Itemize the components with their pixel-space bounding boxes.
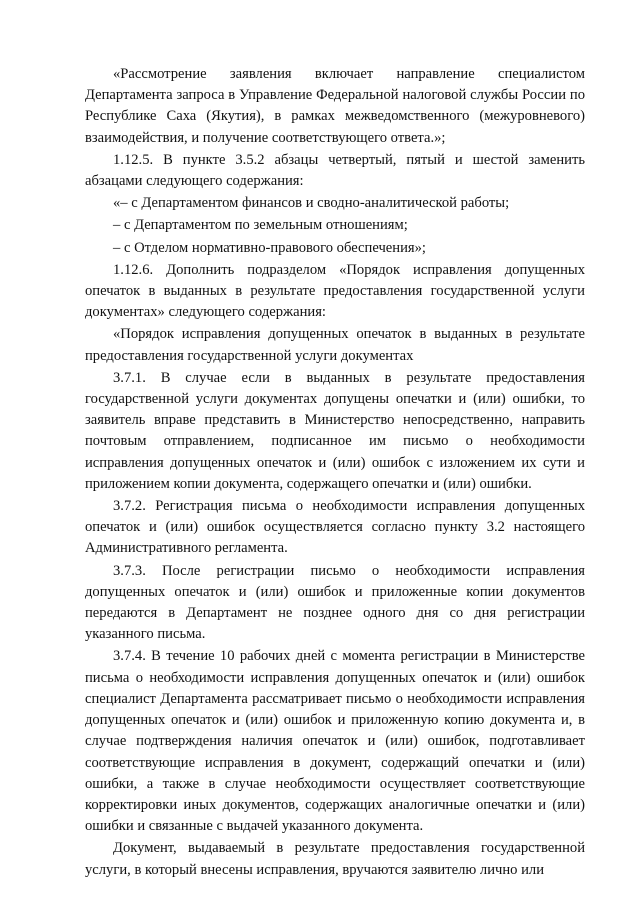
subsection-title: «Порядок исправления допущенных опечаток в выданных в результате предоставления государственной услуги документах	[85, 326, 585, 364]
paragraph-review-application: «Рассмотрение заявления включает направление специалистом Департамента запроса в Управление Федеральной налоговой службы России по Республике Саха (Якутия), в рамках межведомственного (межуровневого) взаимодействия, и получение соответствующего ответа.»;	[85, 66, 585, 146]
document-page	[85, 64, 585, 882]
paragraph-1-12-5: 1.12.5. В пункте 3.5.2 абзацы четвертый, пятый и шестой заменить абзацами следующего содержания:	[85, 151, 585, 190]
list-item-land-department: – с Департаментом по земельным отношениям;	[113, 217, 408, 234]
paragraph-3-7-2: 3.7.2. Регистрация письма о необходимости исправления допущенных опечаток и (или) ошибок осуществляется согласно пункту 3.2 настоящего Административного регламента.	[85, 498, 585, 557]
paragraph-3-7-3: 3.7.3. После регистрации письмо о необходимости исправления допущенных опечаток и (или) ошибок и приложенные копии документов передаются в Департамент не позднее одного дня со дня регистрации указанного письма.	[85, 562, 585, 643]
paragraph-3-7-4: 3.7.4. В течение 10 рабочих дней с момента регистрации в Министерстве письма о необходимости исправления допущенных опечаток и (или) ошибок специалист Департамента рассматривает письмо о необходимости исправления допущенных опечаток и (или) ошибок и приложенную копию документа и, в случае подтверждения наличия опечаток и (или) ошибок, подготавливает соответствующие исправления в документ, содержащий опечатки и (или) ошибки, а также в случае необходимости осуществляет соответствующие корректировки иных документов, содержащих аналогичные опечатки и (или) ошибки и связанные с выдачей указанного документа.	[85, 648, 585, 835]
list-item-legal-department: – с Отделом нормативно-правового обеспечения»;	[113, 239, 426, 256]
paragraph-3-7-1: 3.7.1. В случае если в выданных в результате предоставления государственной услуги документах допущены опечатки и (или) ошибки, то заявитель вправе представить в Министерство непосредственно, направить почтовым отправлением, подписанное им письмо о необходимости исправления допущенных опечаток и (или) ошибок с изложением их сути и приложением копии документа, содержащего опечатки и (или) ошибки.	[85, 369, 585, 492]
paragraph-document-issued: Документ, выдаваемый в результате предоставления государственной услуги, в который внесены исправления, вручаются заявителю лично или	[85, 840, 585, 878]
paragraph-1-12-6: 1.12.6. Дополнить подразделом «Порядок исправления допущенных опечаток в выданных в результате предоставления государственной услуги документах» следующего содержания:	[85, 261, 585, 321]
list-item-finance-department: «– с Департаментом финансов и сводно-аналитической работы;	[113, 195, 510, 212]
